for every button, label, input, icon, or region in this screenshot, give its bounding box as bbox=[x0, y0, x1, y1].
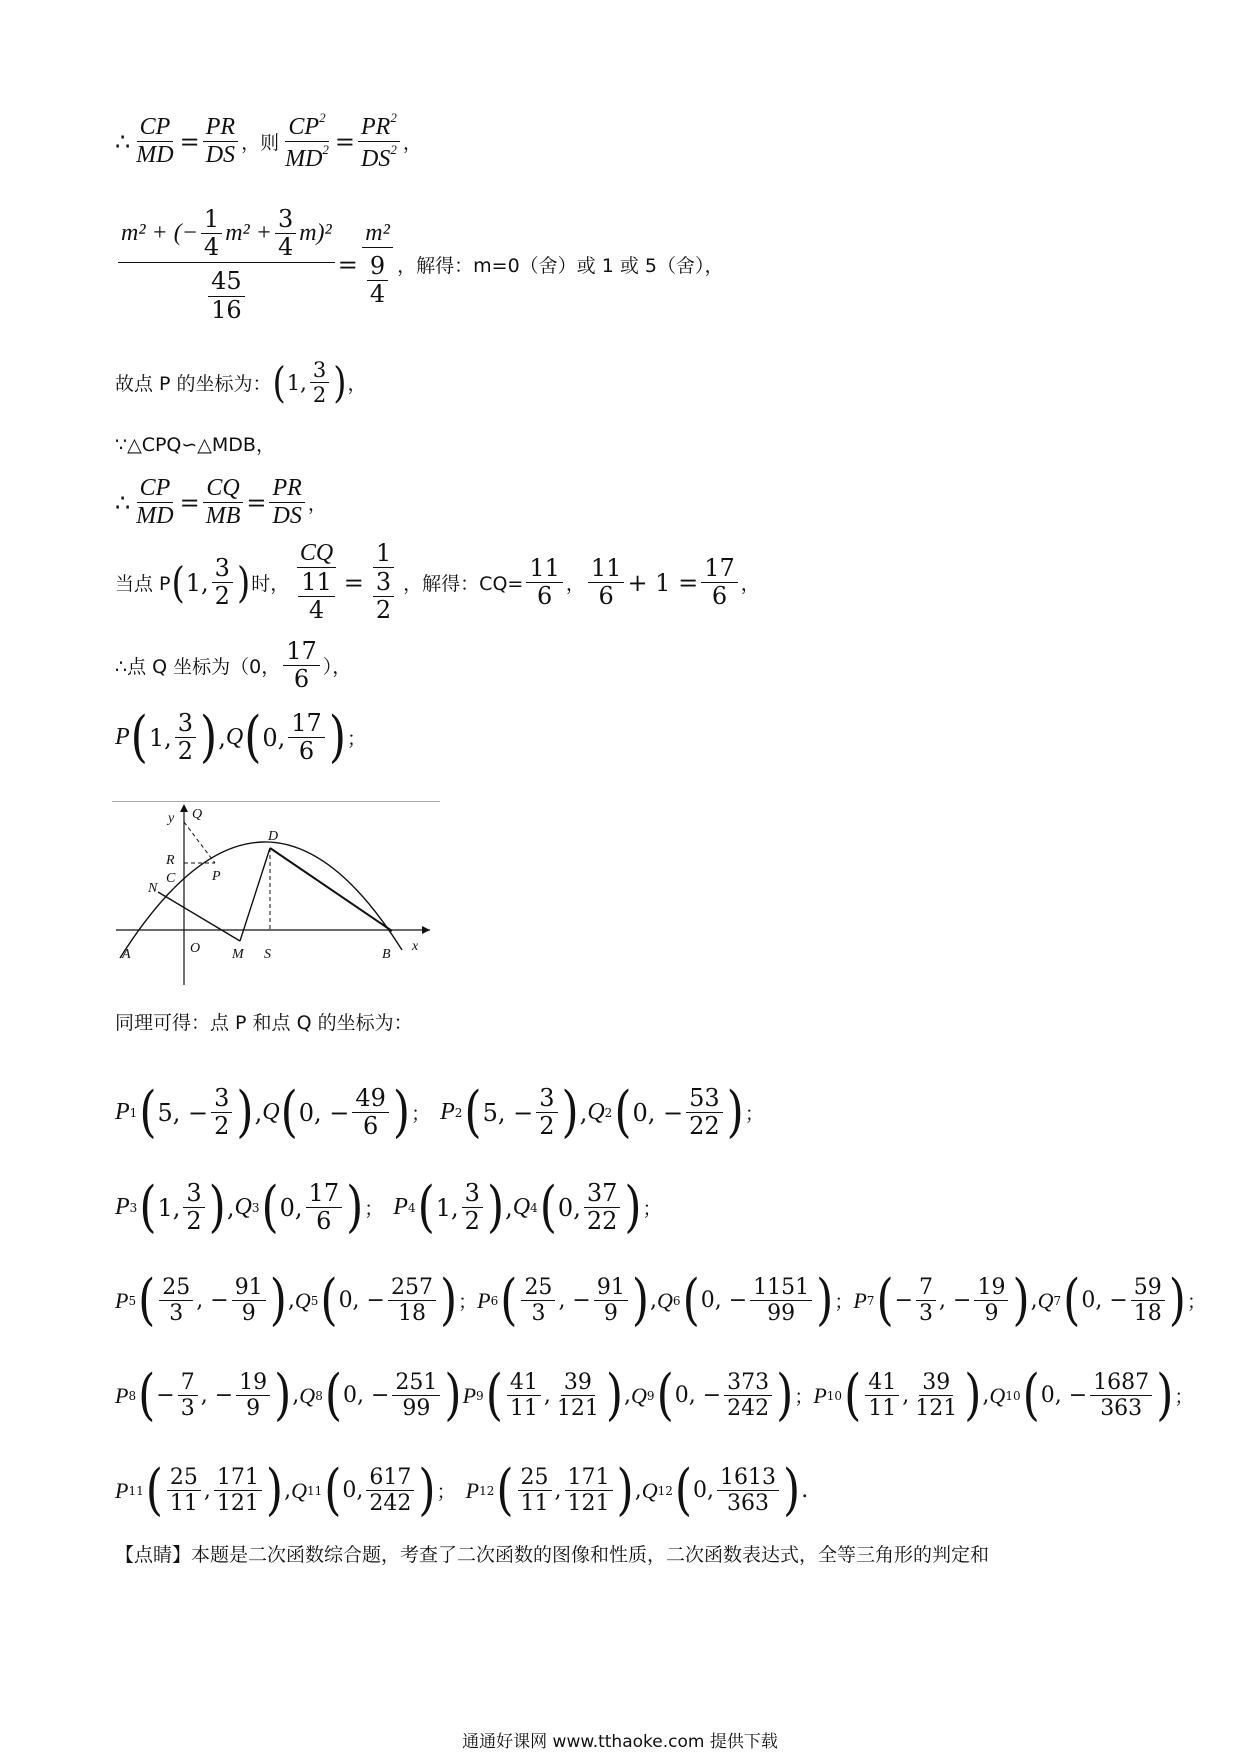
label-r: R bbox=[166, 853, 175, 868]
label-n: N bbox=[148, 881, 158, 896]
line-similarly: 同理可得：点 P 和点 Q 的坐标为： bbox=[115, 1012, 413, 1034]
label-d: D bbox=[268, 829, 279, 844]
label-a: A bbox=[122, 947, 131, 962]
parabola-figure bbox=[112, 800, 442, 990]
line-ratio-1: ∴ $\frac{CP}{MD}$ = $\frac{PR}{DS}$ ，则 $\frac{CP^2}{MD^2}$ = $\frac{PR^2}{DS^2}$ ， bbox=[115, 110, 422, 173]
line-pq-result: P ( 1, $\frac{3}{2}$ ) , Q ( 0, $\frac{17}{6}$ ) ； bbox=[115, 705, 366, 769]
line-summary: 【点睛】本题是二次函数综合题，考查了二次函数的图像和性质，二次函数表达式，全等三角形的判定和 bbox=[115, 1544, 990, 1566]
label-o: O bbox=[190, 941, 201, 956]
line-q-coordinate: ∴点 Q 坐标为（0， $\frac{17}{6}$ ）， bbox=[115, 637, 352, 694]
label-y: y bbox=[168, 811, 175, 826]
line-equation: m² + (− $\frac{1}{4}$ m² + $\frac{3}{4}$ m)² $\frac{45}{16}$ = $\frac{\text{m²}}{\frac{9}{4}}$ ，解得：m=0（舍）或 1 或 5（舍）， bbox=[115, 205, 723, 325]
label-m: M bbox=[232, 947, 244, 962]
line-p-coordinate: 故点 P 的坐标为： ( 1, $\frac{3}{2}$ ) ， bbox=[115, 357, 367, 408]
line-p5-p7: P 5 ( $\frac{25}{3}$ , − $\frac{91}{9}$ ) , Q 5 ( 0, − $\frac{257}{18}$ ) ； P 6 ( $\frac{25}{3}$ , − $\frac{91}{9}$ ) , Q 6 ( 0, − $\frac{1151}{99}$ ) ； P 7 ( − $\frac{7}{3}$ , − $\frac{19}{9}$ ) , Q 7 ( 0, − $\frac{59}{18}$ ) ； bbox=[115, 1268, 1206, 1332]
line-p11-p12: P 11 ( $\frac{25}{11}$ , $\frac{171}{121}$ ) , Q 11 ( 0, $\frac{617}{242}$ ) ； P 12 ( $\frac{25}{11}$ , $\frac{171}{121}$ ) , Q 12 ( 0, $\frac{1613}{363}$ ) . bbox=[115, 1458, 809, 1522]
label-q: Q bbox=[192, 807, 203, 822]
line-ratio-2: ∴ $\frac{CP}{MD}$ = $\frac{CQ}{MB}$ = $\frac{PR}{DS}$ ， bbox=[115, 475, 327, 530]
line-p8-p10: P 8 ( − $\frac{7}{3}$ , − $\frac{19}{9}$ ) , Q 8 ( 0, − $\frac{251}{99}$ ) P 9 ( $\frac{41}{11}$ , $\frac{39}{121}$ ) , Q 9 ( 0, − $\frac{373}{242}$ ) ； P 10 ( $\frac{41}{11}$ , $\frac{39}{121}$ ) , Q 10 ( 0, − $\frac{1687}{363}$ ) ； bbox=[115, 1363, 1194, 1427]
label-p: P bbox=[212, 869, 221, 884]
label-x: x bbox=[412, 939, 419, 954]
page-footer: 通通好课网 www.tthaoke.com 提供下载 bbox=[462, 1732, 778, 1752]
line-similarity: ∵△CPQ∽△MDB， bbox=[115, 434, 275, 456]
line-p1-p2: P 1 ( 5, − $\frac{3}{2}$ ) , Q ( 0, − $\frac{49}{6}$ ) ； P 2 ( 5, − $\frac{3}{2}$ ) , Q 2 ( 0, − $\frac{53}{22}$ ) ； bbox=[115, 1080, 764, 1144]
line-p3-p4: P 3 ( 1, $\frac{3}{2}$ ) , Q 3 ( 0, $\frac{17}{6}$ ) ； P 4 ( 1, $\frac{3}{2}$ ) , Q 4 ( 0, $\frac{37}{22}$ ) ； bbox=[115, 1175, 662, 1239]
label-c: C bbox=[166, 871, 176, 886]
line-solve-cq: 当点 P ( 1, $\frac{3}{2}$ ) 时， $\frac{CQ}{\frac{11}{4}}$ = $\frac{1}{\frac{3}{2}}$ ，解得：CQ= $\frac{11}{6}$ ， $\frac{11}{6}$ + 1 = $\frac{17}{6}$ ， bbox=[115, 539, 760, 625]
label-b: B bbox=[382, 947, 391, 962]
label-s: S bbox=[264, 947, 271, 962]
